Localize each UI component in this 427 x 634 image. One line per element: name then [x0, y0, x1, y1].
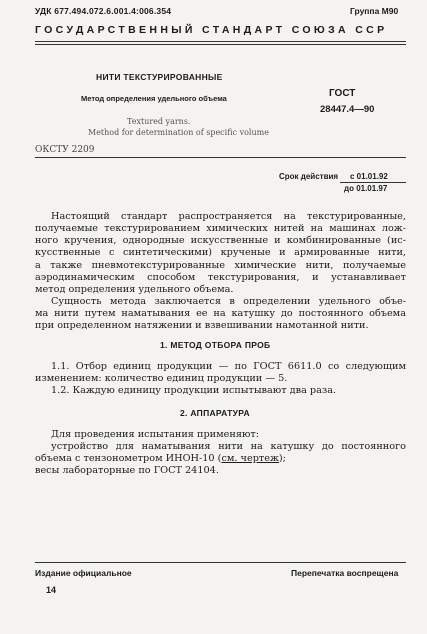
gost-label: ГОСТ: [329, 88, 356, 99]
english-subtitle: Method for determination of specific volume: [88, 128, 269, 137]
standard-banner: ГОСУДАРСТВЕННЫЙ СТАНДАРТ СОЮЗА ССР: [35, 24, 388, 36]
text-line: аэродинамическим способом текстурирования, и устанавливает: [35, 271, 406, 283]
text-line: кусственные с синтетическими) крученые и армированные нити,: [35, 247, 406, 259]
section-2-item-1: [35, 441, 406, 465]
text-line: получаемые текстурированием химических нитей на машинах лож-: [35, 223, 406, 235]
document-subtitle: Метод определения удельного объема: [81, 94, 227, 103]
section-2-heading: 2. АППАРАТУРА: [180, 408, 250, 418]
validity-divider: [340, 182, 406, 183]
header-rule-bottom: [35, 44, 406, 45]
okstu-code: ОКСТУ 2209: [35, 145, 95, 155]
section-2-item-2: [35, 465, 406, 477]
validity-label: Срок действия: [279, 172, 339, 181]
section-1-heading: 1. МЕТОД ОТБОРА ПРОБ: [160, 340, 271, 350]
english-title: Textured yarns.: [127, 117, 191, 126]
udk-code: УДК 677.494.072.6.001.4:006.354: [35, 6, 172, 16]
header-rule-top: [35, 41, 406, 42]
intro-paragraph-2: [35, 296, 406, 332]
section-1-paragraph-1: [35, 361, 406, 385]
reprint-note: Перепечатка воспрещена: [291, 568, 399, 578]
section-2-intro: [35, 429, 406, 441]
intro-paragraph-1: [35, 211, 406, 296]
text-line: метод определения удельного объема.: [35, 283, 234, 295]
section-1-paragraph-2: [35, 385, 406, 397]
text-line: весы лабораторные по ГОСТ 24104.: [35, 465, 219, 476]
text-line: Для проведения испытания применяют:: [51, 429, 259, 440]
validity-from: с 01.01.92: [350, 172, 388, 181]
validity-to: до 01.01.97: [344, 184, 388, 193]
gost-number: 28447.4—90: [320, 104, 375, 115]
text-line: при определенном натяжении и взвешивании намотанной нити.: [35, 320, 369, 332]
edition-note: Издание официальное: [35, 568, 132, 578]
text-line: 1.2. Каждую единицу продукции испытывают два раза.: [51, 385, 337, 396]
text-fragment: );: [278, 453, 286, 465]
text-line: Сущность метода заключается в определении удельного объе-: [51, 296, 406, 307]
text-line: изменением: количество единиц продукции — 5.: [35, 373, 288, 385]
document-title: НИТИ ТЕКСТУРИРОВАННЫЕ: [96, 72, 223, 82]
text-line: ма нити путем наматывания ее на катушку до постоянного объема: [35, 308, 406, 320]
text-fragment: объема с тензонометром ИНОН-10 (: [35, 453, 222, 465]
text-line: устройство для наматывания нити на катушку до постоянного: [51, 441, 406, 452]
text-line: ного кручения, однородные искусственные и комбинированные (ис-: [35, 235, 406, 247]
footer-rule: [35, 562, 406, 563]
title-block-rule: [35, 157, 406, 158]
drawing-reference: см. чертеж: [221, 453, 279, 465]
text-line: 1.1. Отбор единиц продукции — по ГОСТ 6611.0 со следующим: [51, 361, 406, 372]
group-code: Группа М90: [350, 6, 399, 16]
page-number: 14: [46, 585, 57, 595]
text-line: [35, 453, 406, 465]
text-line: а также пневмотекстурированные химические нити, получаемые: [35, 259, 406, 271]
text-line: Настоящий стандарт распространяется на текстурированные,: [51, 211, 406, 222]
